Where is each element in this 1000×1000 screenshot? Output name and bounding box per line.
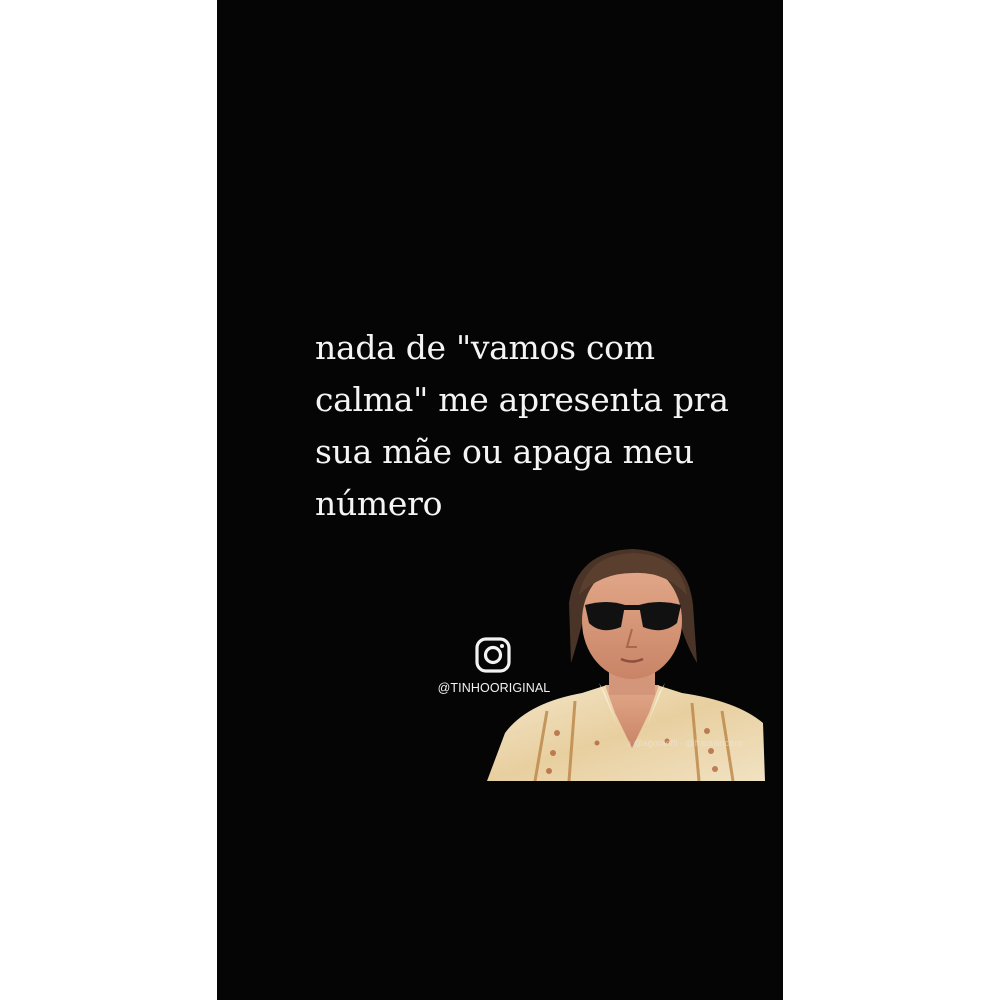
quote-text [315, 322, 729, 530]
quote-line: número [315, 484, 443, 523]
quote-line: calma" me apresenta pra [315, 380, 729, 419]
tiktok-watermark: ♪ @agoraoffi · @frarasincero [627, 738, 743, 748]
story-panel [217, 0, 783, 1000]
quote-line: sua mãe ou apaga meu [315, 432, 694, 471]
tiktok-icon: ♪ [627, 738, 632, 748]
quote-line: nada de "vamos com [315, 328, 655, 367]
instagram-handle: @TINHOORIGINAL [437, 681, 551, 695]
